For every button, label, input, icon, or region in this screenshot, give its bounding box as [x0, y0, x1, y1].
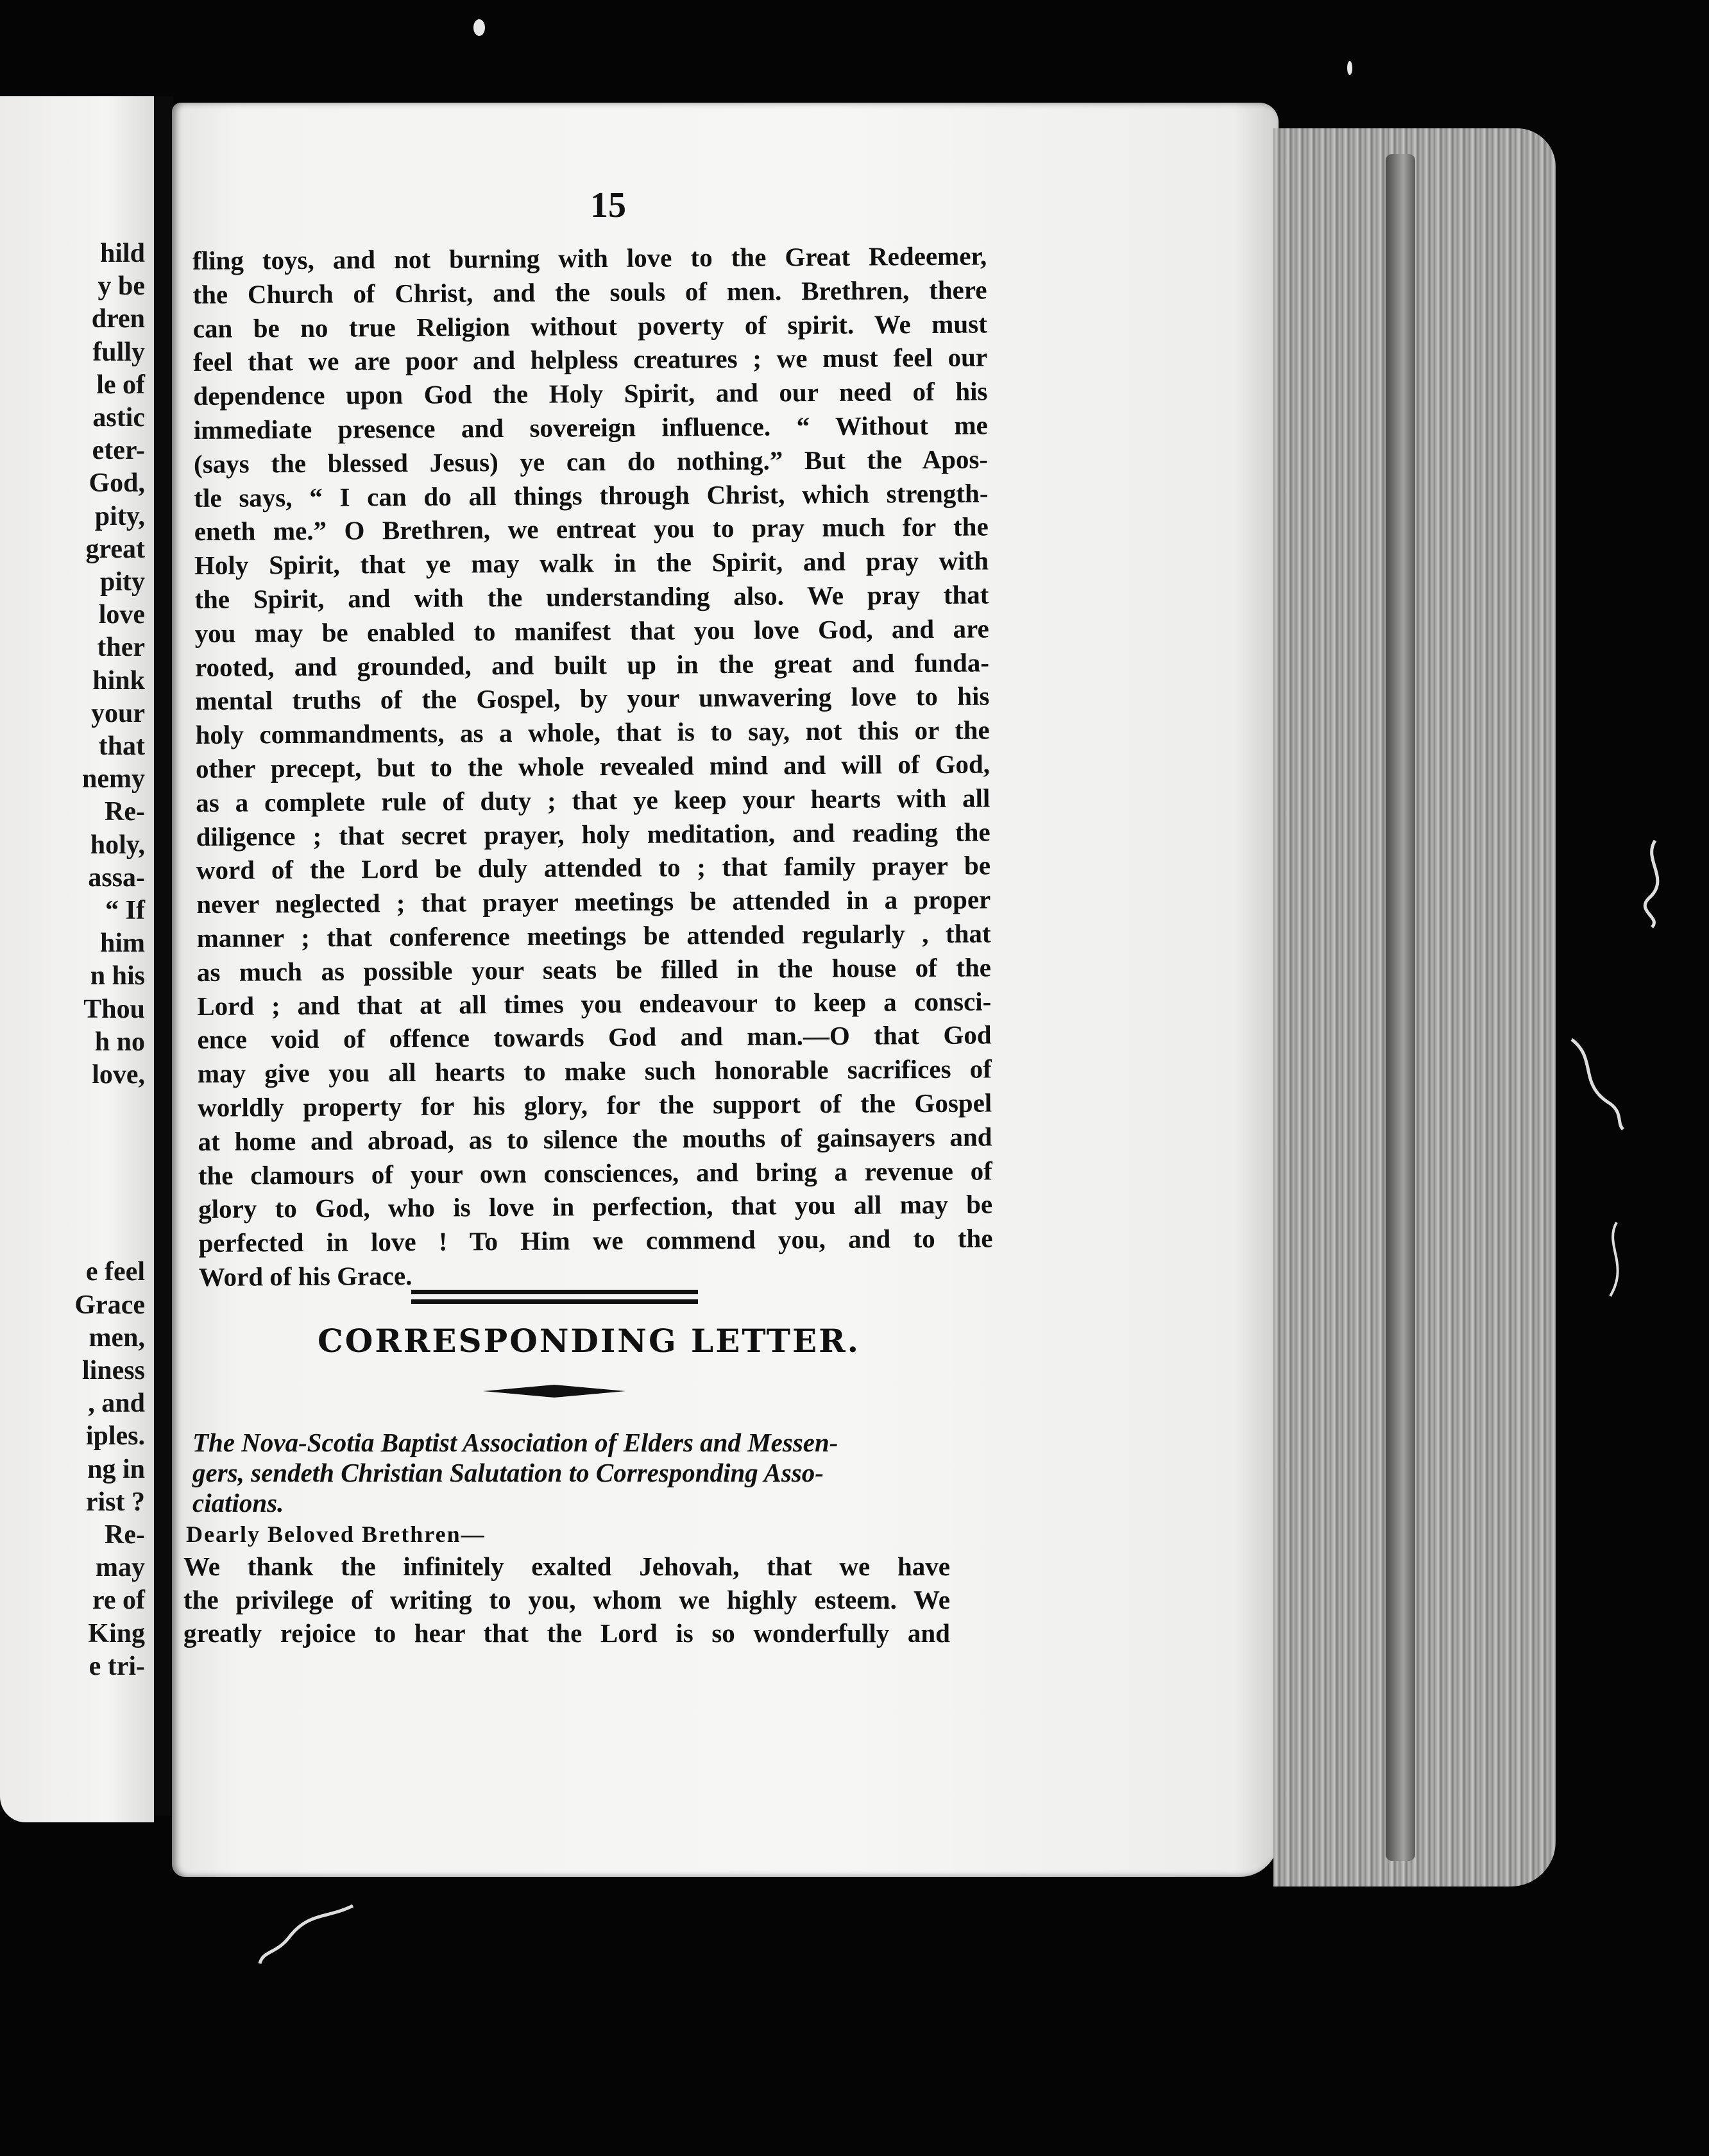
left-page-fragment: , and [88, 1389, 145, 1419]
body-text-line: (says the blessed Jesus) ye can do nothing.” But the Apos- [193, 444, 989, 479]
salutation: Dearly Beloved Brethren— [186, 1521, 486, 1547]
left-page-fragment: may [96, 1553, 145, 1583]
left-page-fragment: great [85, 534, 145, 564]
letter-opening-line: greatly rejoice to hear that the Lord is so wonderfully and [183, 1618, 950, 1648]
left-page-fragment [74, 1091, 145, 1124]
dust-speck [473, 19, 485, 36]
left-page-fragment: pity [99, 567, 145, 597]
address-line: The Nova-Scotia Baptist Association of Elders and Messen- [192, 1428, 838, 1457]
left-page-fragment: dren [91, 304, 145, 334]
body-text-line: the clamours of your own consciences, and bring a revenue of [198, 1155, 992, 1190]
body-text-line: other precept, but to the whole revealed mind and will of God, [195, 749, 991, 783]
diamond-ornament [483, 1383, 625, 1399]
left-page-fragment: Re- [105, 1519, 145, 1550]
body-text-line: perfected in love ! To Him we commend you, and to the [198, 1223, 993, 1258]
left-page-fragment: le of [96, 370, 145, 400]
lint-fiber [1559, 1033, 1636, 1136]
lint-fiber [1617, 834, 1687, 930]
left-page-fragment: fully [92, 337, 145, 367]
page-edge-fold [1386, 154, 1415, 1861]
left-page-fragment: love, [92, 1060, 145, 1090]
book-page-edges [1273, 128, 1556, 1887]
lint-fiber [1591, 1219, 1642, 1303]
body-text-line: rooted, and grounded, and built up in the great and funda- [194, 647, 990, 682]
double-rule-divider [411, 1290, 698, 1304]
left-page-fragment: re of [92, 1586, 145, 1616]
body-text-line: ence void of offence towards God and man.—O that God [197, 1020, 992, 1055]
section-title: CORRESPONDING LETTER. [317, 1322, 861, 1360]
left-page-fragment: him [99, 928, 145, 959]
left-page-fragment: love [98, 600, 145, 630]
body-text [192, 239, 993, 1294]
left-page-fragment: y be [98, 271, 145, 302]
left-page-fragment: men, [89, 1322, 145, 1353]
body-text-line: worldly property for his glory, for the support of the Gospel [198, 1088, 992, 1122]
left-page-fragment: hild [99, 239, 145, 268]
left-page-fragment: King [88, 1618, 145, 1648]
left-page-fragment: eter- [92, 436, 145, 466]
left-page-fragment: e tri- [89, 1651, 145, 1681]
left-page-fragment: ng in [87, 1454, 145, 1484]
body-text-line: feel that we are poor and helpless creatures ; we must feel our [192, 342, 988, 377]
body-text-line: can be no true Religion without poverty of spirit. We must [192, 309, 987, 343]
address-paragraph [192, 1428, 965, 1518]
body-text-line: diligence ; that secret prayer, holy meditation, and reading the [196, 816, 991, 851]
body-text-line: mental truths of the Gospel, by your unwavering love to his [195, 681, 990, 716]
left-page-fragment: liness [81, 1355, 145, 1385]
lint-fiber [257, 1899, 359, 1970]
left-page-fragment: e feel [85, 1257, 145, 1287]
body-text-line: dependence upon God the Holy Spirit, and our need of his [193, 376, 988, 411]
left-page-fragment: “ If [105, 896, 145, 926]
left-page-fragment: rist ? [85, 1487, 145, 1517]
left-page-fragment [74, 1124, 145, 1157]
left-page-fragment [74, 1158, 145, 1190]
body-text-line: Holy Spirit, that ye may walk in the Spirit, and pray with [194, 545, 989, 581]
address-line: ciations. [192, 1488, 284, 1518]
body-text-line: never neglected ; that prayer meetings be attended in a proper [196, 884, 991, 920]
left-page-fragment: Re- [105, 797, 145, 827]
left-page [0, 96, 154, 1822]
body-text-line: Word of his Grace. [198, 1260, 412, 1292]
page-number: 15 [590, 185, 626, 225]
body-text-line: Lord ; and that at all times you endeavour to keep a consci- [197, 986, 992, 1021]
body-text-line: the Church of Christ, and the souls of men. Brethren, there [192, 275, 987, 309]
left-page-fragment: nemy [82, 764, 145, 794]
left-page-fragment [74, 1190, 145, 1223]
right-page [172, 103, 1279, 1877]
body-text-line: the Spirit, and with the understanding also. We pray that [194, 579, 989, 614]
left-page-text-fragments [74, 237, 145, 1683]
left-page-fragment: Grace [74, 1290, 145, 1320]
body-text-line: fling toys, and not burning with love to the Great Redeemer, [192, 241, 987, 275]
body-text-line: holy commandments, as a whole, that is to say, not this or the [195, 715, 990, 750]
body-text-line: word of the Lord be duly attended to ; that family prayer be [196, 850, 991, 886]
left-page-fragment: holy, [90, 830, 145, 860]
dust-speck [1347, 61, 1352, 75]
left-page-fragment: ther [97, 633, 145, 663]
address-line: gers, sendeth Christian Salutation to Corresponding Asso- [192, 1458, 824, 1487]
left-page-fragment [74, 1223, 145, 1256]
left-page-fragment: your [91, 698, 145, 728]
letter-opening-line: the privilege of writing to you, whom we highly esteem. We [183, 1585, 950, 1614]
body-text-line: as a complete rule of duty ; that ye keep your hearts with all [196, 783, 991, 817]
body-text-line: you may be enabled to manifest that you love God, and are [194, 613, 989, 648]
left-page-fragment: Thou [83, 994, 145, 1024]
left-page-fragment: pity, [94, 501, 145, 531]
left-page-fragment: h no [94, 1027, 145, 1057]
body-text-line: as much as possible your seats be filled in the house of the [196, 952, 992, 987]
body-text-line: at home and abroad, as to silence the mouths of gainsayers and [198, 1122, 992, 1156]
left-page-fragment: hink [92, 665, 145, 696]
letter-opening-line: We thank the infinitely exalted Jehovah, that we have [183, 1552, 950, 1581]
left-page-fragment: iples. [85, 1421, 145, 1451]
body-text-line: eneth me.” O Brethren, we entreat you to pray much for the [194, 511, 989, 547]
left-page-fragment: God, [89, 468, 145, 499]
left-page-fragment: that [98, 732, 145, 762]
body-text-line: manner ; that conference meetings be attended regularly , that [196, 918, 991, 953]
left-page-fragment: assa- [88, 862, 145, 893]
body-text-line: glory to God, who is love in perfection, that you all may be [198, 1189, 993, 1224]
letter-opening [183, 1550, 950, 1650]
body-text-line: immediate presence and sovereign influence. “ Without me [193, 410, 988, 445]
body-text-line: may give you all hearts to make such honorable sacrifices of [197, 1054, 992, 1089]
book-gutter [154, 96, 173, 1816]
left-page-fragment: n his [90, 961, 145, 991]
body-text-line: tle says, “ I can do all things through Christ, which strength- [194, 478, 989, 513]
left-page-fragment: astic [92, 403, 145, 433]
